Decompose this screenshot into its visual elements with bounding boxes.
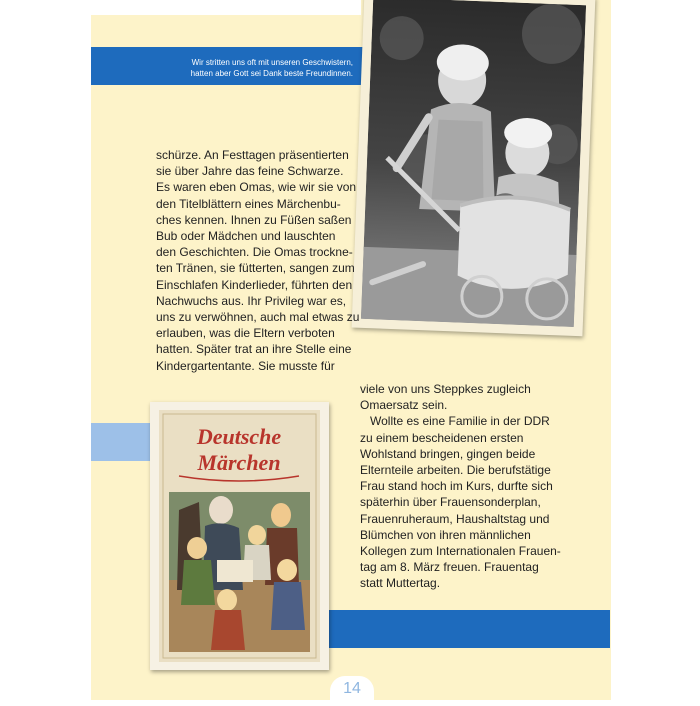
text-line: viele von uns Steppkes zugleich [360,382,531,396]
text-line: späterhin über Frauensonderplan, [360,495,541,510]
page-number: 14 [330,676,374,706]
text-line: Kindergartentante. Sie musste für [156,358,335,373]
photo-caption-bar [91,47,363,85]
text-line: sie über Jahre das feine Schwarze. [156,164,344,179]
text-line: ten Tränen, sie fütterten, sangen zum [156,261,355,276]
text-line: schürze. An Festtagen präsentierten [156,148,349,162]
text-line: Frau stand hoch im Kurs, durfte sich [360,479,553,494]
vintage-photo-girls-with-pram [352,0,596,336]
text-line: statt Muttertag. [360,576,441,591]
text-line: Wohlstand bringen, gingen beide [360,446,536,461]
text-line: Es waren eben Omas, wie wir sie von [156,180,357,195]
text-line: Einschlafen Kinderlieder, führten den [156,277,353,292]
text-line: Wollte es eine Familie in der DDR [360,414,550,429]
top-margin [91,0,361,15]
caption-line: hatten aber Gott sei Dank beste Freundinnen. [190,69,353,78]
book-cover-image [159,410,320,662]
body-text-column-1 [156,147,359,374]
text-line: Frauenruheraum, Haushaltstag und [360,511,550,526]
text-line: tag am 8. März freuen. Frauentag [360,560,539,575]
book-cover-deutsche-maerchen [150,402,329,670]
text-line: zu einem bescheidenen ersten [360,430,524,445]
book-title-line1: Deutsche [196,424,282,449]
photo-image [361,0,586,327]
text-line: hatten. Später trat an ihre Stelle eine [156,342,352,357]
text-line: Omaersatz sein. [360,398,448,413]
text-line: den Geschichten. Die Omas trockne- [156,245,353,260]
text-line: Kollegen zum Internationalen Frauen- [360,544,561,559]
text-line: Bub oder Mädchen und lauschten [156,229,336,244]
body-text-column-2 [360,381,561,592]
text-line: ches kennen. Ihnen zu Füßen saßen [156,212,352,227]
caption-line: Wir stritten uns oft mit unseren Geschwistern, [191,58,353,67]
text-line: Nachwuchs aus. Ihr Privileg war es, [156,293,347,308]
text-line: uns zu verwöhnen, auch mal etwas zu [156,310,360,325]
text-line: Blümchen von ihren männlichen [360,527,531,542]
text-line: den Titelblättern eines Märchenbu- [156,196,341,211]
book-title-line2: Märchen [197,450,281,475]
text-line: erlauben, was die Eltern verboten [156,326,335,341]
decorative-blue-bar [292,610,610,648]
text-line: Elternteile arbeiten. Die berufstätige [360,463,551,478]
